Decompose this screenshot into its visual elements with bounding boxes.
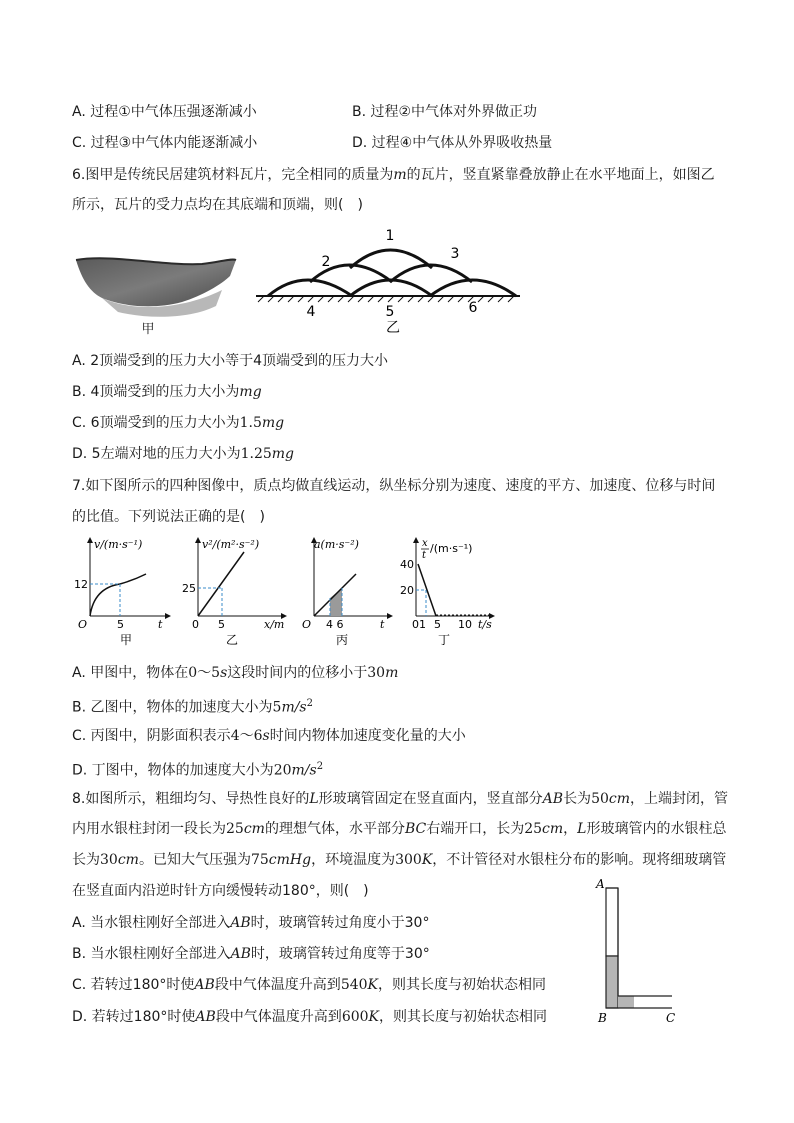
q7-graph-bing xyxy=(296,536,396,648)
q8-stem-line4: 在竖直面内沿逆时针方向缓慢转动180°，则( ) xyxy=(72,883,369,899)
q7-graph-yi xyxy=(180,536,290,648)
q5-option-a: A. 过程①中气体压强逐渐减小 xyxy=(72,104,257,120)
q7-stem-line1: 7.如下图所示的四种图像中，质点均做直线运动，纵坐标分别为速度、速度的平方、加速度、位移与时间 xyxy=(72,478,716,494)
q6-figure-yi-stacked-tiles xyxy=(248,226,530,338)
q7-jia-caption: 甲 xyxy=(119,633,133,647)
q6-tile-label-1: 1 xyxy=(385,228,395,244)
q7-jia-xtick: 5 xyxy=(117,618,124,631)
q7-graph-ding xyxy=(398,536,498,648)
q6-tile-label-3: 3 xyxy=(450,246,460,262)
q7-ding-xtick-01: 01 xyxy=(412,618,426,631)
q8-label-a: A xyxy=(596,877,605,891)
q7-bing-ylabel: a(m·s⁻²) xyxy=(314,538,359,551)
q8-option-d: D. 若转过180°时使AB段中气体温度升高到600K，则其长度与初始状态相同 xyxy=(72,1009,548,1025)
q8-l-tube-figure xyxy=(592,876,692,1026)
q7-option-d: D. 丁图中，物体的加速度大小为$20m/s^2$ xyxy=(72,761,324,779)
q8-option-a: A. 当水银柱刚好全部进入AB时，玻璃管转过角度小于30° xyxy=(72,915,430,931)
q7-graph-jia xyxy=(72,536,172,648)
q6-option-b: B. 4顶端受到的压力大小为mg xyxy=(72,384,262,400)
q6-tile-label-6: 6 xyxy=(468,300,478,316)
q6-figure-yi-caption: 乙 xyxy=(386,320,400,336)
q7-yi-ytick: 25 xyxy=(182,582,196,595)
q8-stem-line2: 内用水银柱封闭一段长为25cm的理想气体，水平部分BC右端开口，长为25cm，L形玻璃管内的水银柱总 xyxy=(72,821,727,837)
q7-stem-line2: 的比值。下列说法正确的是( ) xyxy=(72,509,265,525)
q6-option-d: D. 5左端对地的压力大小为1.25mg xyxy=(72,446,295,462)
q5-option-c: C. 过程③中气体内能逐渐减小 xyxy=(72,135,258,151)
q7-option-a: A. 甲图中，物体在0～5s这段时间内的位移小于30m xyxy=(72,665,399,681)
q5-option-b: B. 过程②中气体对外界做正功 xyxy=(352,104,538,120)
q7-ding-xlabel: t/s xyxy=(478,618,492,631)
q7-bing-xlabel: t xyxy=(380,618,385,631)
q7-ding-caption: 丁 xyxy=(437,633,451,647)
q7-ding-ytick-20: 20 xyxy=(400,584,414,597)
q7-yi-origin: 0 xyxy=(192,618,199,631)
q7-ding-ytick-40: 40 xyxy=(400,558,414,571)
q7-yi-caption: 乙 xyxy=(225,633,239,647)
q7-jia-origin: O xyxy=(78,618,88,631)
q8-stem-line1: 8.如图所示，粗细均匀、导热性良好的L形玻璃管固定在竖直面内，竖直部分AB长为50cm，上端封闭，管 xyxy=(72,791,729,807)
q6-option-c: C. 6顶端受到的压力大小为1.5mg xyxy=(72,415,285,431)
q7-bing-origin: O xyxy=(302,618,312,631)
q6-tile-label-5: 5 xyxy=(385,304,395,320)
q7-jia-ytick: 12 xyxy=(74,578,88,591)
q6-stem-line1: 6.图甲是传统民居建筑材料瓦片，完全相同的质量为m的瓦片，竖直紧靠叠放静止在水平地面上，如图乙 xyxy=(72,167,715,183)
q7-bing-caption: 丙 xyxy=(335,633,349,647)
q8-stem-line3: 长为30cm。已知大气压强为75cmHg，环境温度为300K，不计管径对水银柱分布的影响。现将细玻璃管 xyxy=(72,852,727,868)
q8-label-b: B xyxy=(598,1011,607,1025)
q7-bing-xticks: 4 6 xyxy=(326,618,344,631)
q7-option-c: C. 丙图中，阴影面积表示4～6s时间内物体加速度变化量的大小 xyxy=(72,728,466,744)
q7-option-b: B. 乙图中，物体的加速度大小为$5m/s^2$ xyxy=(72,698,313,716)
q7-yi-ylabel: v²/(m²·s⁻²) xyxy=(202,538,260,551)
q8-option-c: C. 若转过180°时使AB段中气体温度升高到540K，则其长度与初始状态相同 xyxy=(72,977,547,993)
q8-label-c: C xyxy=(666,1011,676,1025)
q6-stem-line2: 所示，瓦片的受力点均在其底端和顶端，则( ) xyxy=(72,197,363,213)
q6-option-a: A. 2顶端受到的压力大小等于4顶端受到的压力大小 xyxy=(72,353,389,369)
q7-jia-ylabel: v/(m·s⁻¹) xyxy=(94,538,143,551)
q6-tile-label-4: 4 xyxy=(306,304,316,320)
q7-ding-xtick-5: 5 xyxy=(434,618,441,631)
q6-figure-jia-caption: 甲 xyxy=(141,322,155,337)
q5-option-d: D. 过程④中气体从外界吸收热量 xyxy=(352,135,553,151)
q6-tile-label-2: 2 xyxy=(321,254,331,270)
q7-ding-ylabel-unit: /(m·s⁻¹) xyxy=(430,542,473,555)
q7-yi-xtick: 5 xyxy=(218,618,225,631)
q7-jia-xlabel: t xyxy=(158,618,163,631)
q7-ding-ylabel-num: x xyxy=(422,538,428,549)
q7-ding-ylabel-den: t xyxy=(422,550,427,561)
q8-option-b: B. 当水银柱刚好全部进入AB时，玻璃管转过角度等于30° xyxy=(72,946,430,962)
q7-ding-xtick-10: 10 xyxy=(458,618,472,631)
q7-yi-xlabel: x/m xyxy=(264,618,285,631)
